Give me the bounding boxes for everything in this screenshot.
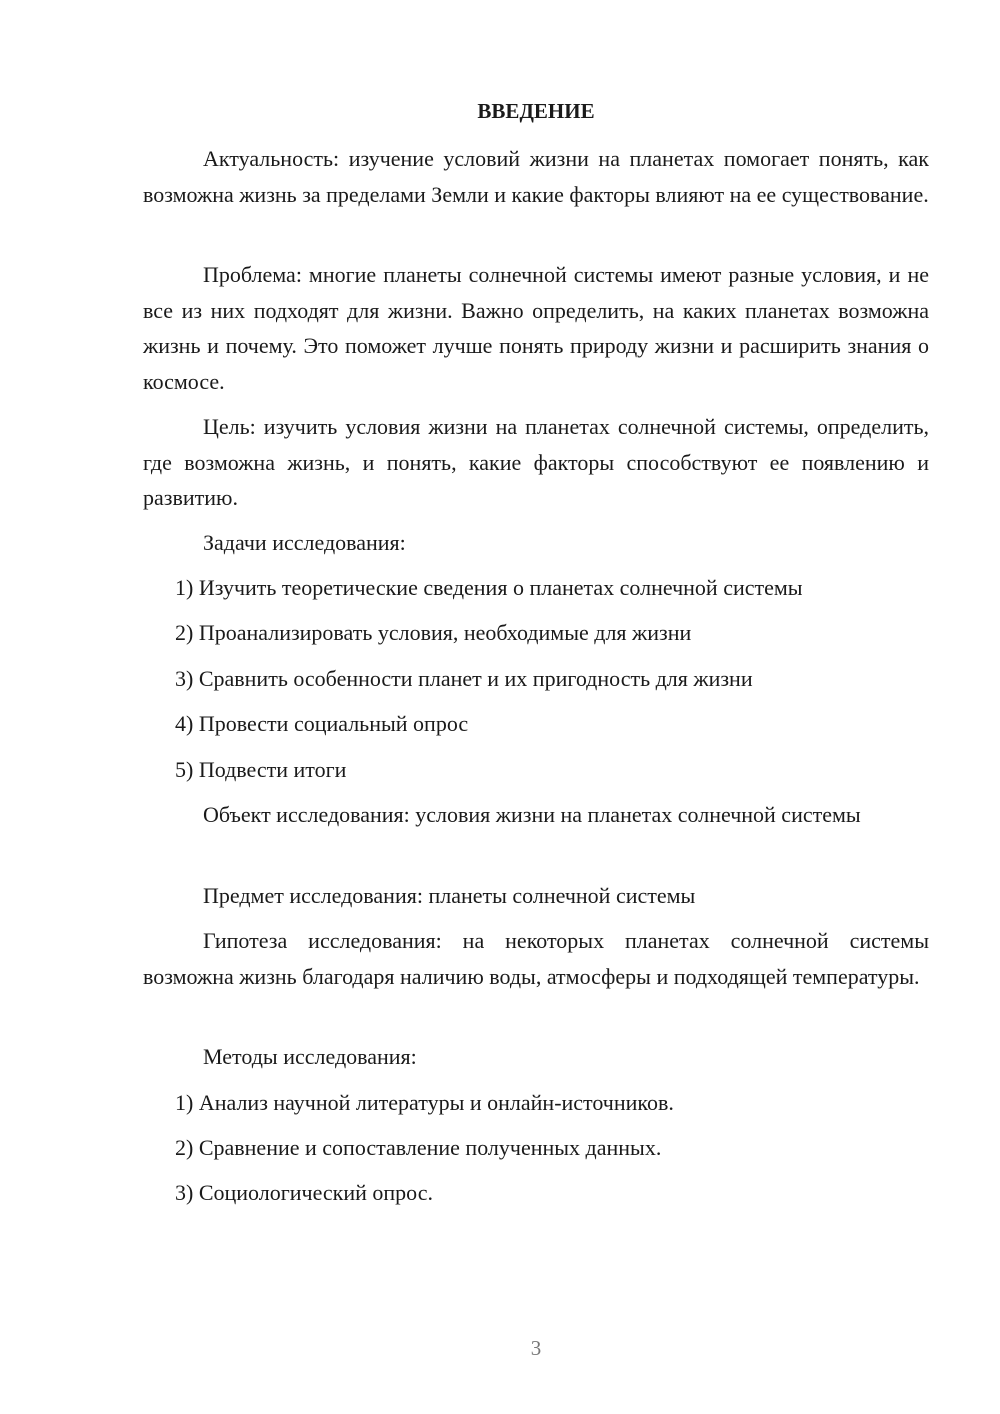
task-item: 4) Провести социальный опрос	[175, 711, 469, 736]
task-item: 1) Изучить теоретические сведения о планетах солнечной системы	[175, 575, 803, 600]
page-title: ВВЕДЕНИЕ	[477, 99, 595, 123]
method-item: 2) Сравнение и сопоставление полученных данных.	[175, 1135, 662, 1160]
subject-paragraph: Предмет исследования: планеты солнечной системы	[203, 883, 696, 908]
methods-heading: Методы исследования:	[203, 1044, 417, 1069]
method-item: 1) Анализ научной литературы и онлайн-источников.	[175, 1090, 674, 1115]
method-item: 3) Социологический опрос.	[175, 1180, 433, 1205]
task-item: 2) Проанализировать условия, необходимые для жизни	[175, 620, 692, 645]
object-paragraph: Объект исследования: условия жизни на планетах солнечной системы	[203, 802, 861, 827]
goal-paragraph: Цель: изучить условия жизни на планетах солнечной системы, определить, где возможна жизнь, и понять, какие факторы способствуют ее появлению и развитию.	[143, 414, 929, 510]
problem-paragraph: Проблема: многие планеты солнечной системы имеют разные условия, и не все из них подходят для жизни. Важно определить, на каких планетах возможна жизнь и почему. Это поможет лучше понять природу жизни и расширить знания о космосе.	[143, 262, 929, 394]
task-item: 3) Сравнить особенности планет и их пригодность для жизни	[175, 666, 753, 691]
hypothesis-paragraph: Гипотеза исследования: на некоторых планетах солнечной системы возможна жизнь благодаря наличию воды, атмосферы и подходящей температуры.	[143, 928, 929, 989]
relevance-paragraph: Актуальность: изучение условий жизни на планетах помогает понять, как возможна жизнь за пределами Земли и какие факторы влияют на ее существование.	[143, 146, 929, 207]
task-item: 5) Подвести итоги	[175, 757, 347, 782]
page-number: 3	[530, 1336, 542, 1360]
tasks-heading: Задачи исследования:	[203, 530, 406, 555]
